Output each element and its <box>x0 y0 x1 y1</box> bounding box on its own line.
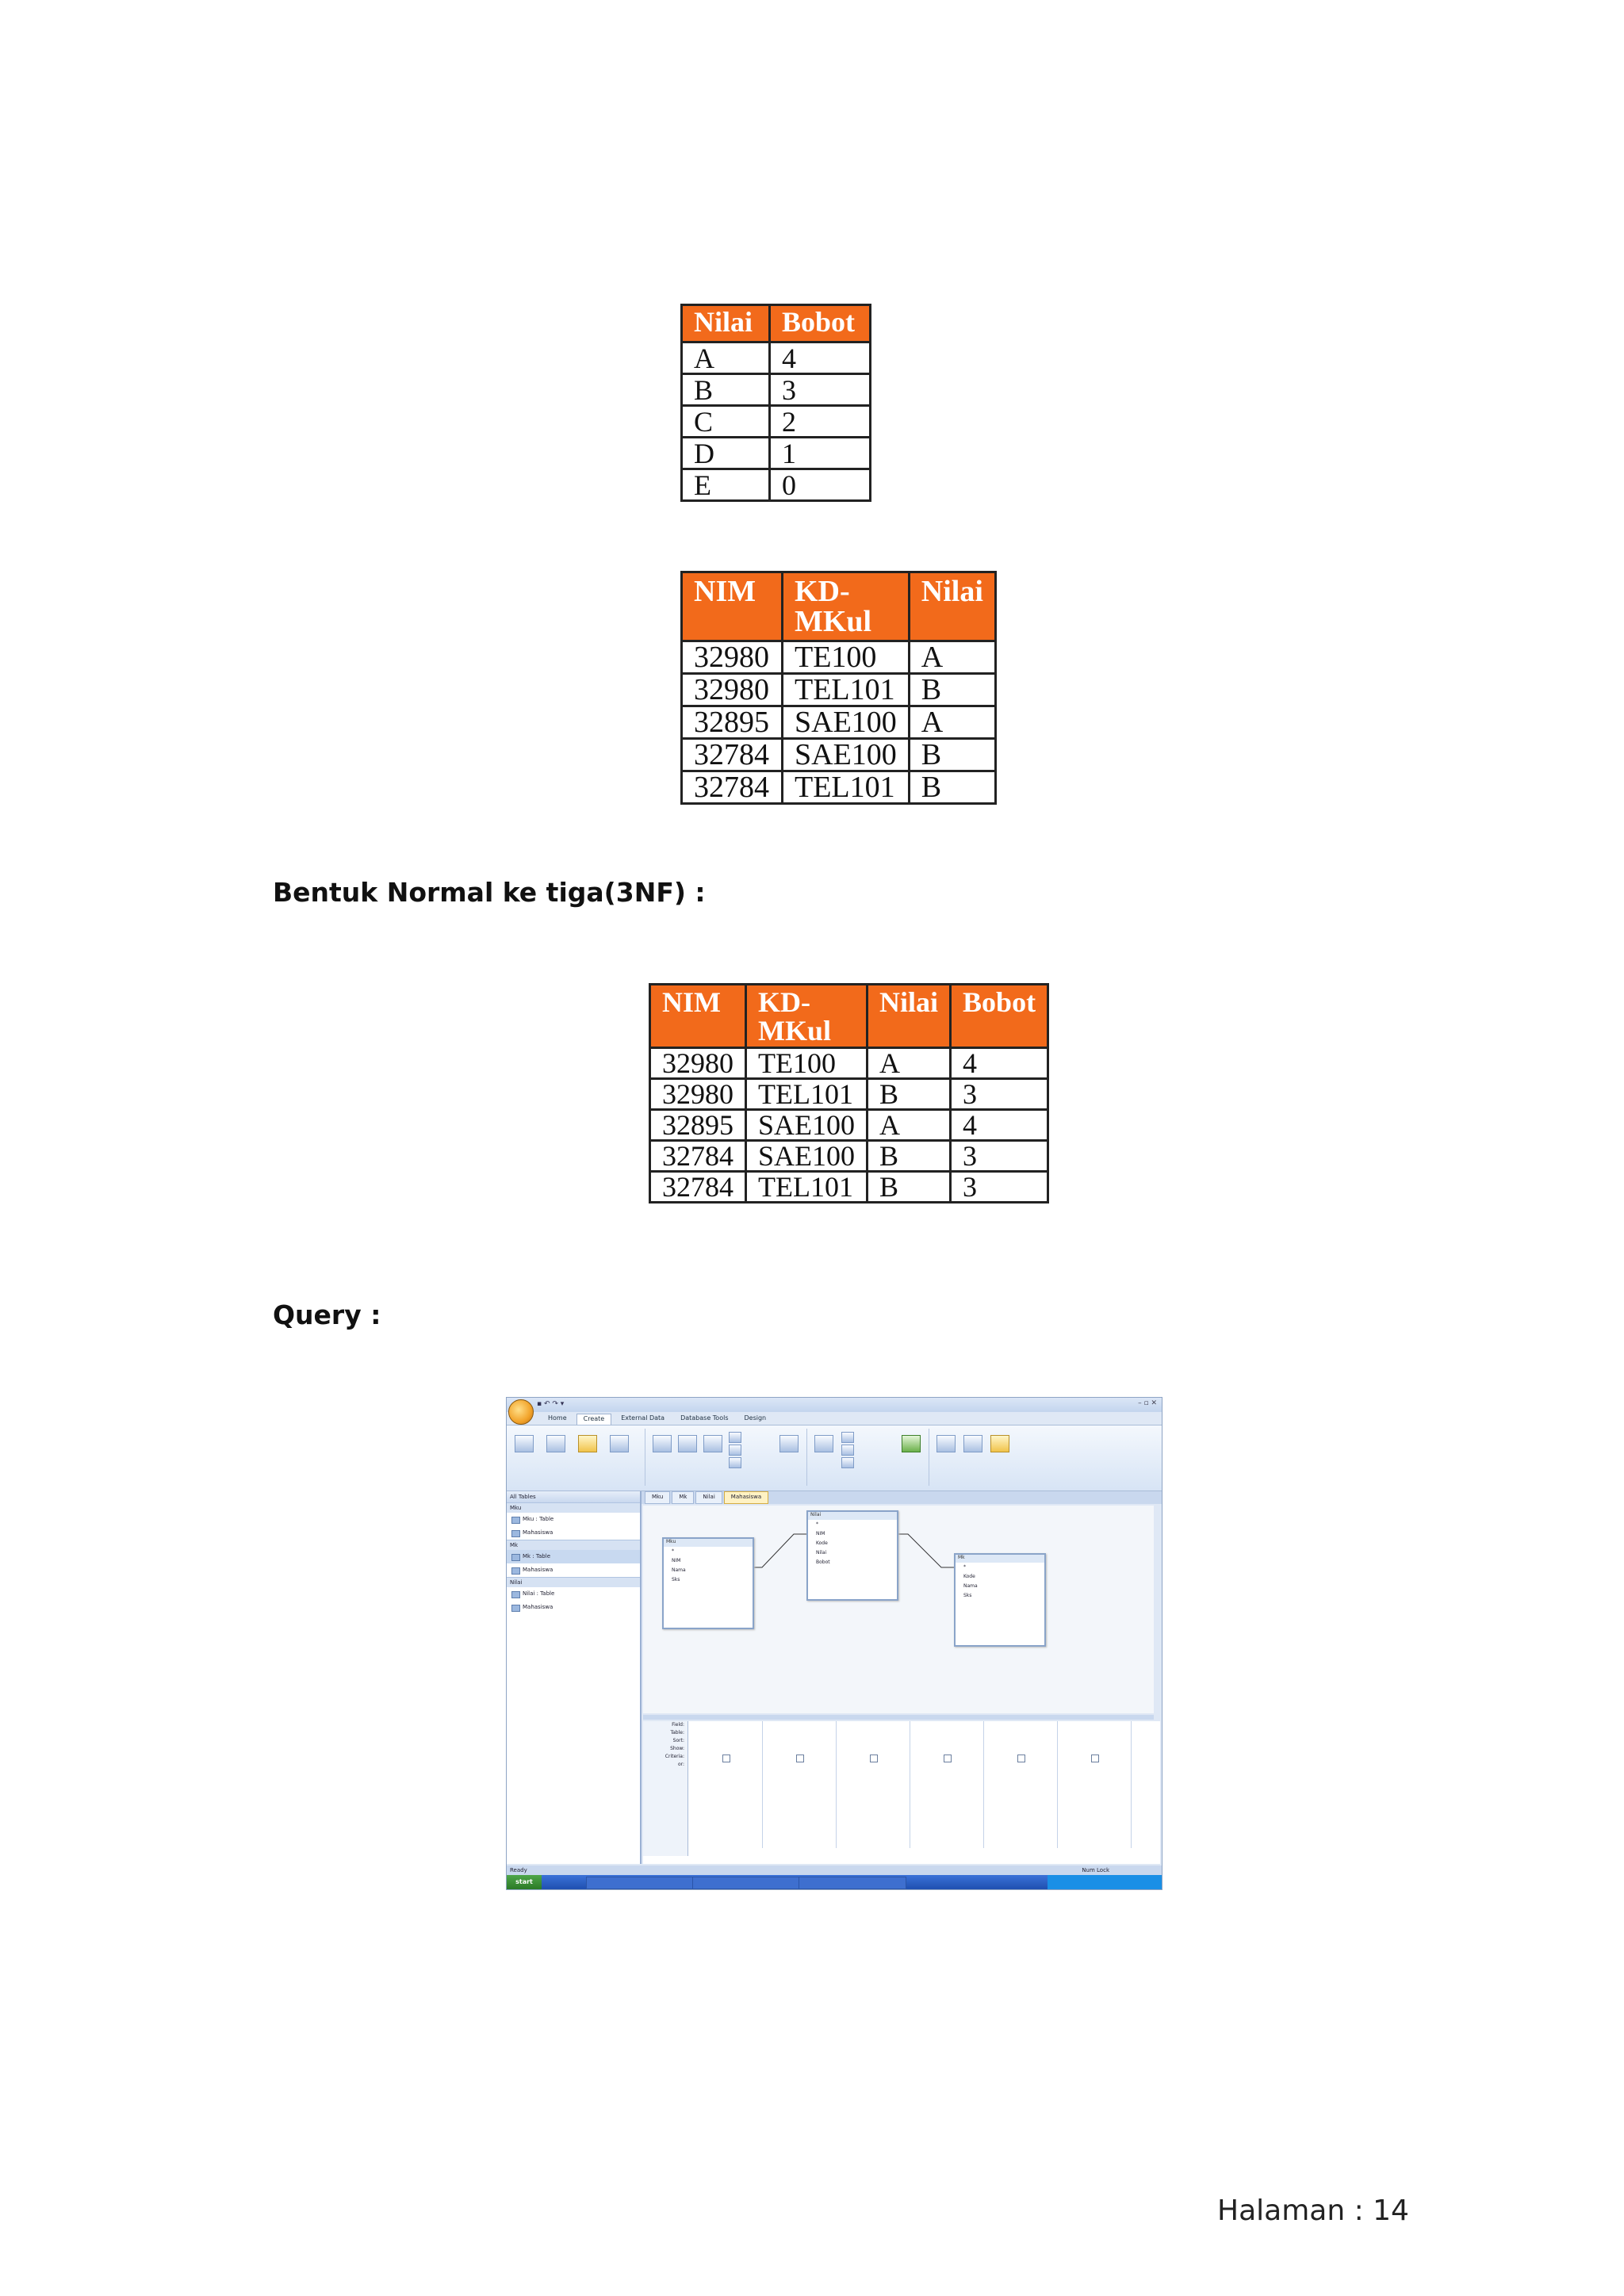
table-cell: B <box>868 1172 951 1203</box>
nav-item: Mk : Table <box>507 1550 640 1563</box>
column-header-bobot: Bobot <box>770 305 871 342</box>
multiple-items-icon <box>703 1435 722 1452</box>
query-design-icon <box>963 1435 982 1452</box>
query-design-grid <box>643 1721 1160 1864</box>
nav-group-mk: Mk <box>507 1540 640 1550</box>
field-item: Kode <box>816 1540 828 1546</box>
ribbon-group-tables <box>510 1429 645 1486</box>
ribbon <box>507 1425 1162 1491</box>
section-heading-query: Query : <box>273 1299 381 1330</box>
labels-icon <box>841 1432 854 1443</box>
table-cell: TEL101 <box>746 1172 868 1203</box>
table-cell: 3 <box>951 1172 1048 1203</box>
pivotchart-icon <box>729 1432 741 1443</box>
field-item: NIM <box>816 1531 825 1536</box>
column-header-nilai: Nilai <box>909 572 995 641</box>
grid-column <box>837 1721 910 1848</box>
field-item: Sks <box>963 1593 972 1598</box>
table-row <box>650 1172 1048 1203</box>
table-row <box>682 706 996 739</box>
document-tabs <box>642 1491 1162 1504</box>
table-cell: A <box>909 706 995 739</box>
table-cell: B <box>682 374 770 406</box>
grid-label: Field: <box>672 1722 684 1728</box>
table-cell: B <box>909 739 995 771</box>
field-item: Kode <box>963 1574 975 1579</box>
table-cell: 2 <box>770 406 871 438</box>
table-cell: TEL101 <box>783 771 910 804</box>
grid-row-labels <box>643 1721 688 1856</box>
taskbar-item <box>586 1877 694 1889</box>
grid-label: Table: <box>670 1730 684 1735</box>
ribbon-tab-home: Home <box>548 1414 567 1422</box>
field-item: * <box>963 1564 966 1570</box>
table-cell: 3 <box>770 374 871 406</box>
macro-icon <box>990 1435 1009 1452</box>
grid-column <box>763 1721 837 1848</box>
grid-column <box>689 1721 763 1848</box>
table-cell: TE100 <box>746 1048 868 1079</box>
nav-group-nilai: Nilai <box>507 1577 640 1587</box>
table-cell: TEL101 <box>783 674 910 706</box>
nav-item: Nilai : Table <box>507 1587 640 1601</box>
table-cell: 4 <box>770 342 871 374</box>
quick-access-toolbar: ▪ ↶ ↷ ▾ <box>537 1400 565 1408</box>
field-list-title: Mk <box>956 1555 1044 1563</box>
table-cell: A <box>682 342 770 374</box>
start-button: start <box>507 1875 542 1889</box>
table-row <box>682 641 996 674</box>
grid-label: Sort: <box>672 1738 684 1743</box>
table-cell: A <box>909 641 995 674</box>
split-form-icon <box>678 1435 697 1452</box>
table-cell: SAE100 <box>783 739 910 771</box>
table-cell: B <box>868 1141 951 1172</box>
table-cell: TEL101 <box>746 1079 868 1110</box>
table-cell: 32980 <box>650 1048 746 1079</box>
table-cell: 4 <box>951 1110 1048 1141</box>
nav-item: Mku : Table <box>507 1513 640 1526</box>
field-item: * <box>672 1548 674 1554</box>
table-row <box>682 469 871 501</box>
ribbon-tab-design: Design <box>744 1414 767 1422</box>
table-row <box>682 342 871 374</box>
office-button-icon <box>508 1399 534 1425</box>
show-checkbox <box>796 1755 804 1762</box>
nav-item: Mahasiswa <box>507 1526 640 1540</box>
query-wizard-icon <box>936 1435 956 1452</box>
report-design-icon <box>902 1435 921 1452</box>
section-heading-3nf: Bentuk Normal ke tiga(3NF) : <box>273 877 706 908</box>
table-cell: A <box>868 1048 951 1079</box>
table-cell: B <box>909 771 995 804</box>
sharepoint-lists-icon <box>578 1435 597 1452</box>
blank-report-icon <box>841 1445 854 1456</box>
ribbon-tab-database-tools: Database Tools <box>680 1414 729 1422</box>
table-cell: 32784 <box>650 1141 746 1172</box>
field-item: Sks <box>672 1577 680 1582</box>
field-item: NIM <box>672 1558 681 1563</box>
column-header-bobot: Bobot <box>951 985 1048 1048</box>
query-design-area <box>643 1506 1154 1713</box>
show-checkbox <box>870 1755 878 1762</box>
ribbon-tab-external-data: External Data <box>621 1414 665 1422</box>
column-header-nilai: Nilai <box>682 305 770 342</box>
doc-tab-mk: Mk <box>672 1491 694 1504</box>
table-cell: 3 <box>951 1079 1048 1110</box>
column-header-kd-mkul: KD-MKul <box>746 985 868 1048</box>
column-header-nim: NIM <box>650 985 746 1048</box>
column-header-kd-mkul: KD-MKul <box>783 572 910 641</box>
grid-column <box>1058 1721 1132 1848</box>
system-tray <box>1048 1875 1162 1889</box>
field-list-title: Nilai <box>808 1512 897 1520</box>
table-header-row <box>650 985 1048 1048</box>
blank-form-icon <box>729 1445 741 1456</box>
show-checkbox <box>944 1755 952 1762</box>
grid-label: Criteria: <box>665 1754 684 1759</box>
window-controls: – ▫ ✕ <box>1138 1399 1157 1407</box>
nilai-bobot-table <box>680 304 871 502</box>
table-cell: 0 <box>770 469 871 501</box>
ribbon-group-reports <box>810 1429 929 1486</box>
show-checkbox <box>1091 1755 1099 1762</box>
table-cell: 4 <box>951 1048 1048 1079</box>
ribbon-tabs <box>542 1414 772 1425</box>
more-forms-icon <box>729 1457 741 1468</box>
navigation-pane <box>507 1491 642 1864</box>
grid-label: or: <box>677 1762 684 1767</box>
table-cell: 3 <box>951 1141 1048 1172</box>
field-list-title: Mku <box>664 1539 753 1547</box>
grid-label: Show: <box>670 1746 684 1751</box>
pane-splitter <box>643 1715 1154 1720</box>
table-templates-icon <box>546 1435 565 1452</box>
num-lock-indicator: Num Lock <box>1082 1867 1109 1873</box>
table-row <box>682 771 996 804</box>
table-row <box>650 1141 1048 1172</box>
relationship-line <box>751 1534 806 1567</box>
field-item: * <box>816 1521 818 1527</box>
table-cell: E <box>682 469 770 501</box>
table-row <box>650 1048 1048 1079</box>
field-item: Bobot <box>816 1559 830 1565</box>
table-cell: SAE100 <box>746 1141 868 1172</box>
nav-group-mku: Mku <box>507 1502 640 1513</box>
table-cell: D <box>682 438 770 469</box>
table-row <box>682 406 871 438</box>
relationship-line <box>895 1534 954 1567</box>
nav-item: Mahasiswa <box>507 1563 640 1577</box>
status-text: Ready <box>510 1867 527 1873</box>
table-cell: B <box>909 674 995 706</box>
table-design-icon <box>610 1435 629 1452</box>
taskbar-item <box>799 1877 906 1889</box>
table-cell: TE100 <box>783 641 910 674</box>
doc-tab-mku: Mku <box>645 1491 670 1504</box>
ribbon-group-forms <box>648 1429 807 1486</box>
table-icon <box>515 1435 534 1452</box>
ribbon-tab-create: Create <box>576 1414 612 1425</box>
table-cell: 32980 <box>650 1079 746 1110</box>
window-titlebar <box>507 1398 1162 1412</box>
table-cell: 32980 <box>682 641 783 674</box>
form-design-icon <box>779 1435 799 1452</box>
grid-column <box>984 1721 1058 1848</box>
table-row <box>682 438 871 469</box>
field-list-mku <box>662 1537 754 1629</box>
field-item: Nilai <box>816 1550 827 1556</box>
table-header-row <box>682 572 996 641</box>
column-header-nim: NIM <box>682 572 783 641</box>
table-row <box>650 1079 1048 1110</box>
table-cell: A <box>868 1110 951 1141</box>
table-cell: SAE100 <box>746 1110 868 1141</box>
report-wizard-icon <box>841 1457 854 1468</box>
nav-pane-header: All Tables <box>507 1491 640 1502</box>
table-row <box>650 1110 1048 1141</box>
table-cell: 32895 <box>682 706 783 739</box>
page-number: Halaman : 14 <box>1217 2195 1409 2227</box>
show-checkbox <box>722 1755 730 1762</box>
table-3nf <box>649 983 1049 1203</box>
table-cell: 1 <box>770 438 871 469</box>
table-cell: SAE100 <box>783 706 910 739</box>
doc-tab-nilai: Nilai <box>695 1491 722 1504</box>
table-cell: C <box>682 406 770 438</box>
table-cell: 32784 <box>682 771 783 804</box>
table-row <box>682 674 996 706</box>
table-row <box>682 739 996 771</box>
table-cell: 32784 <box>650 1172 746 1203</box>
column-header-nilai: Nilai <box>868 985 951 1048</box>
field-list-mk <box>954 1553 1046 1647</box>
nim-kdmkul-nilai-table <box>680 571 997 805</box>
status-bar <box>507 1866 1162 1875</box>
nav-item: Mahasiswa <box>507 1601 640 1614</box>
field-item: Nama <box>963 1583 978 1589</box>
table-header-row <box>682 305 871 342</box>
table-cell: B <box>868 1079 951 1110</box>
form-icon <box>653 1435 672 1452</box>
table-row <box>682 374 871 406</box>
ribbon-group-other <box>932 1429 1027 1486</box>
field-list-nilai <box>806 1510 898 1601</box>
table-cell: 32980 <box>682 674 783 706</box>
table-cell: 32784 <box>682 739 783 771</box>
doc-tab-mahasiswa: Mahasiswa <box>724 1491 768 1504</box>
taskbar-item <box>692 1877 800 1889</box>
windows-taskbar <box>507 1875 1162 1889</box>
access-query-screenshot <box>506 1397 1162 1890</box>
grid-column <box>910 1721 984 1848</box>
table-cell: 32895 <box>650 1110 746 1141</box>
field-item: Nama <box>672 1567 686 1573</box>
report-icon <box>814 1435 833 1452</box>
show-checkbox <box>1017 1755 1025 1762</box>
